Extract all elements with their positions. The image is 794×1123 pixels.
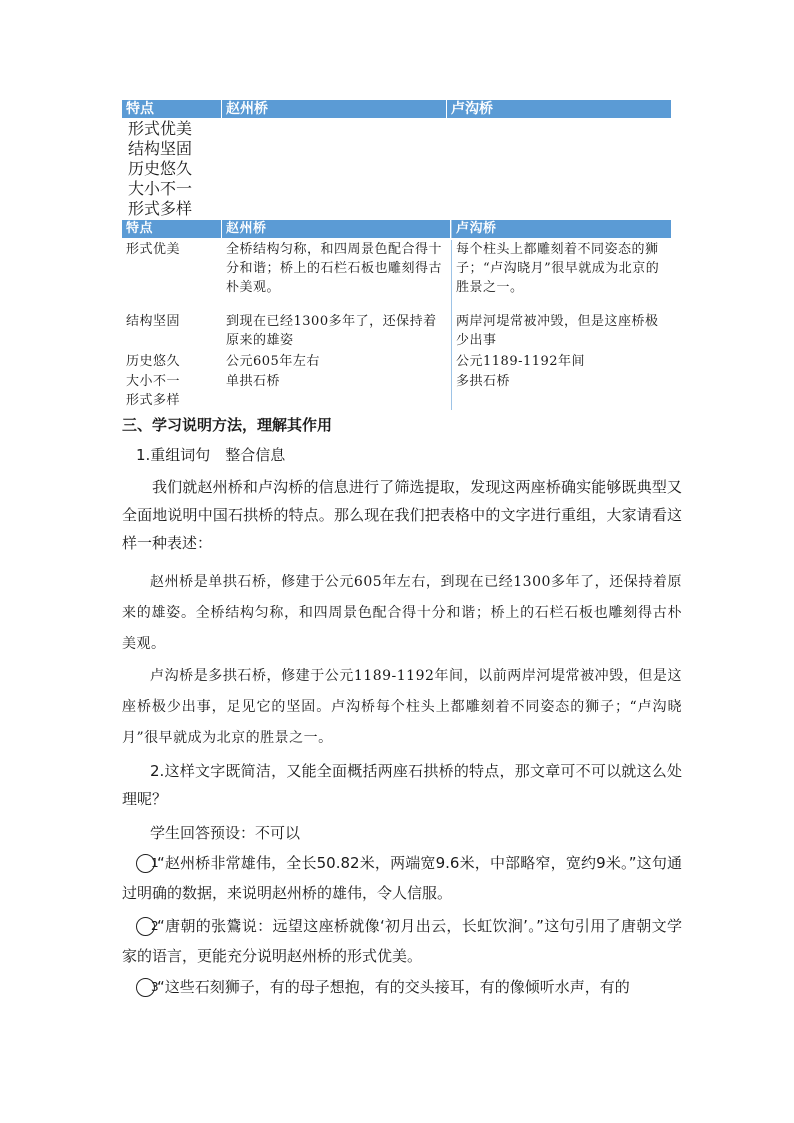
header-cell-zhaozhou: 赵州桥 (222, 100, 447, 118)
table-header (122, 220, 671, 238)
table-row (122, 352, 671, 372)
section-heading: 三、学习说明方法，理解其作用 (122, 416, 333, 434)
cell-lugou: 两岸河堤常被冲毁，但是这座桥极少出事 (451, 312, 671, 352)
feature-table-draft (122, 100, 671, 219)
list-item-text: “这些石刻狮子，有的母子想抱，有的交头接耳，有的像倾听水声，有的 (157, 978, 630, 996)
cell-feature: 历史悠久 (126, 354, 181, 369)
number-badge: 1 (136, 854, 155, 873)
table-row (122, 312, 671, 352)
feature-item: 结构坚固 (128, 139, 193, 158)
feature-item: 历史悠久 (128, 159, 193, 178)
feature-item: 形式多样 (128, 199, 193, 218)
cell-feature: 形式优美 (126, 242, 181, 257)
header-cell-lugou: 卢沟桥 (451, 220, 671, 238)
feature-item: 大小不一 (128, 179, 193, 198)
table-row (122, 238, 671, 312)
cell-zhaozhou: 单拱石桥 (226, 374, 281, 389)
cell-feature: 结构坚固 (126, 314, 181, 329)
list-item (122, 911, 682, 971)
number-badge: 2 (136, 917, 155, 936)
paragraph-lugou-summary: 卢沟桥是多拱石桥，修建于公元1189-1192年间，以前两岸河堤常被冲毁，但是这座桥极少出事，足见它的坚固。卢沟桥每个柱头上都雕刻着不同姿态的狮子；“卢沟晓月”很早就成为北京的胜景之一。 (122, 668, 682, 746)
header-cell-zhaozhou: 赵州桥 (222, 220, 451, 238)
header-cell-lugou: 卢沟桥 (451, 101, 493, 117)
list-item-text: “赵州桥非常雄伟，全长50.82米，两端宽9.6米，中部略窄，宽约9米。”这句通过明确的数据，来说明赵州桥的雄伟，令人信服。 (122, 854, 682, 902)
feature-item: 形式优美 (128, 119, 193, 138)
cell-zhaozhou: 到现在已经1300多年了，还保持着原来的雄姿 (226, 314, 437, 348)
number-badge: 3 (136, 978, 155, 997)
list-item (122, 972, 682, 1002)
table-header (122, 100, 671, 118)
cell-feature: 大小不一形式多样 (126, 374, 181, 408)
paragraph: 2.这样文字既简洁，又能全面概括两座石拱桥的特点，那文章可不可以就这么处理呢？ (122, 762, 682, 808)
paragraph-zhaozhou-summary: 赵州桥是单拱石桥，修建于公元605年左右，到现在已经1300多年了，还保持着原来的雄姿。全桥结构匀称，和四周景色配合得十分和谐；桥上的石栏石板也雕刻得古朴美观。 (122, 574, 682, 652)
feature-list (122, 119, 671, 219)
cell-lugou: 公元1189-1192年间 (451, 352, 671, 372)
subheading: 1.重组词句 整合信息 (136, 446, 286, 464)
header-cell-feature: 特点 (122, 220, 222, 238)
list-item-text: “唐朝的张鷟说：远望这座桥就像‘初月出云，长虹饮涧’。”这句引用了唐朝文学家的语言，更能充分说明赵州桥的形式优美。 (122, 917, 682, 965)
cell-lugou: 多拱石桥 (451, 372, 671, 410)
list-item (122, 848, 682, 908)
paragraph: 学生回答预设：不可以 (150, 824, 301, 842)
header-cell-feature: 特点 (122, 100, 222, 118)
cell-zhaozhou: 全桥结构匀称，和四周景色配合得十分和谐；桥上的石栏石板也雕刻得古朴美观。 (226, 242, 443, 295)
feature-table-filled (122, 220, 671, 410)
cell-zhaozhou: 公元605年左右 (226, 354, 320, 369)
table-row (122, 372, 671, 410)
paragraph: 我们就赵州桥和卢沟桥的信息进行了筛选提取，发现这两座桥确实能够既典型又全面地说明中国石拱桥的特点。那么现在我们把表格中的文字进行重组，大家请看这样一种表述： (122, 478, 682, 552)
cell-lugou: 每个柱头上都雕刻着不同姿态的狮子；“卢沟晓月”很早就成为北京的胜景之一。 (451, 240, 671, 312)
